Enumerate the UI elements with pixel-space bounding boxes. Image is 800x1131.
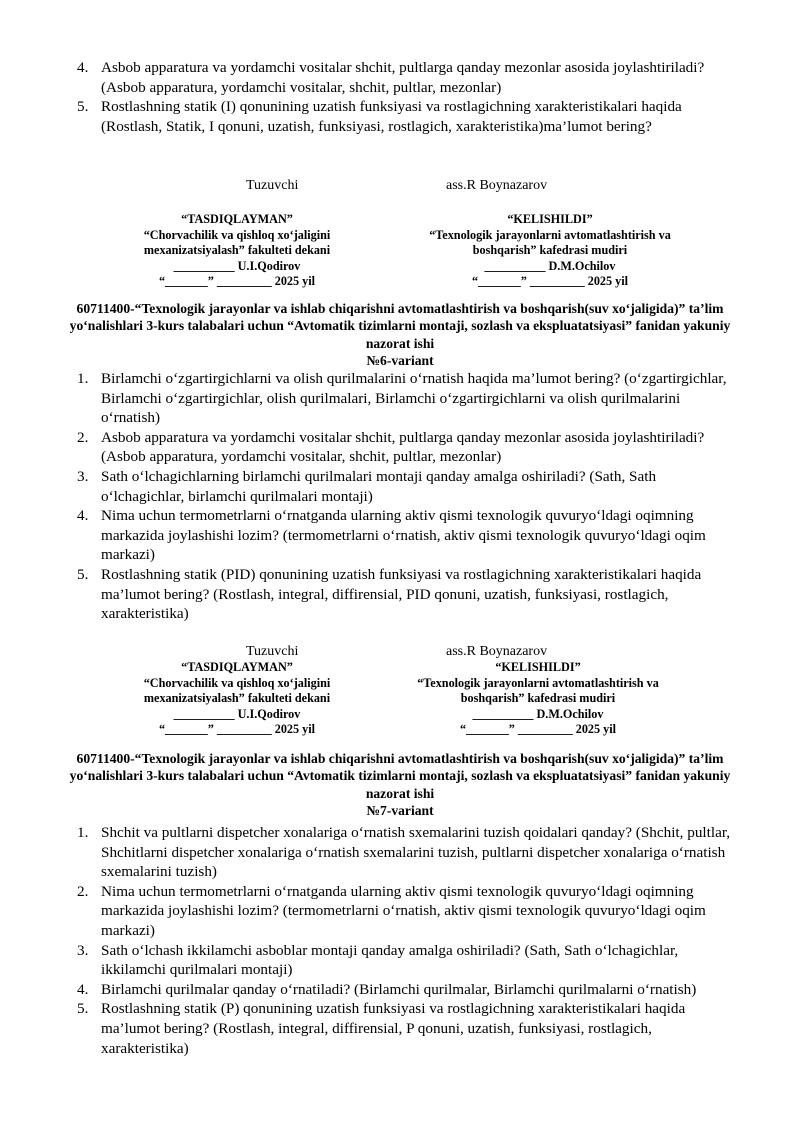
approve-block-left: “TASDIQLAYMAN” “Chorvachilik va qishloq xo‘jaligini mexanizatsiyalash” fakulteti dekani __________ U.I.Qodirov “_______” _________ 2025 yil	[143, 212, 331, 289]
question-item: 4. Nima uchun termometrlarni o‘rnatganda ularning aktiv qismi texnologik quvuryo‘ldagi oqimning markazida joylashishi lozim? (termometrlarni o‘rnatish, aktiv qismi texnologik quvuryo‘ldagi oqim markazi)	[77, 507, 706, 564]
question-item: 4. Asbob apparatura va yordamchi vositalar shchit, pultlarga qanday mezonlar asosida joylashtiriladi? (Asbob apparatura, yordamchi vositalar, shchit, pultlar, mezonlar)	[77, 59, 705, 96]
variant-6-questions	[0, 369, 800, 624]
approve-block-left: “TASDIQLAYMAN” “Chorvachilik va qishloq xo‘jaligini mexanizatsiyalash” fakulteti dekani __________ U.I.Qodirov “_______” _________ 2025 yil	[143, 660, 331, 737]
question-item: 2. Nima uchun termometrlarni o‘rnatganda ularning aktiv qismi texnologik quvuryo‘ldagi oqimning markazida joylashishi lozim? (termometrlarni o‘rnatish, aktiv qismi texnologik quvuryo‘ldagi oqim markazi)	[77, 882, 706, 939]
composer-label: Tuzuvchi	[246, 178, 299, 193]
question-item: 4. Birlamchi qurilmalar qanday o‘rnatiladi? (Birlamchi qurilmalar, Birlamchi qurilmalarni o‘rnatish)	[77, 980, 697, 998]
composer-label: Tuzuvchi	[246, 644, 299, 659]
exam-header: 60711400-“Texnologik jarayonlar va ishlab chiqarishni avtomatlashtirish va boshqarish(suv xo‘jaligida)” ta’lim yo‘nalishlari 3-kurs talabalari uchun “Avtomatik tizimlarni montaji, sozlash va ekspluatatsiyasi” fanidan yakuniy nazorat ishi №7-variant	[60, 750, 740, 820]
variant-title: №6-variant	[366, 353, 434, 369]
question-item: 1. Birlamchi o‘zgartirgichlarni va olish qurilmalarini o‘rnatish haqida ma’lumot bering? (o‘zgartirgichlar, Birlamchi o‘zgartirgichlar, olish qurilmalari, Birlamchi o‘zgartirgichlarni va olish qurilmalarini o‘rnatish)	[77, 370, 727, 427]
question-item: 5. Rostlashning statik (PID) qonunining uzatish funksiyasi va rostlagichning xarakteristikalari haqida ma’lumot bering? (Rostlash, integral, diffirensial, PID qonuni, uzatish, funksiyasi, rostlagich, xarakteristika)	[77, 565, 702, 623]
question-item: 2. Asbob apparatura va yordamchi vositalar shchit, pultlarga qanday mezonlar asosida joylashtiriladi? (Asbob apparatura, yordamchi vositalar, shchit, pultlar, mezonlar)	[77, 428, 705, 466]
top-questions	[0, 58, 800, 136]
question-item: 1. Shchit va pultlarni dispetcher xonalariga o‘rnatish sxemalarini tuzish qoidalari qanday? (Shchit, pultlar, Shchitlarni dispetcher xonalariga o‘rnatish sxemalarini tuzish, pultlarni dispetcher xonalariga o‘rnatish sxemalarini tuzish)	[77, 824, 731, 881]
agree-block-right: “KELISHILDI” “Texnologik jarayonlarni avtomatlashtirish va boshqarish” kafedrasi mudiri __________ D.M.Ochilov “_______” _________ 2025 yil	[429, 212, 671, 289]
question-item: 3. Sath o‘lchash ikkilamchi asboblar montaji qanday amalga oshiriladi? (Sath, Sath o‘lchagichlar, ikkilamchi qurilmalari montaji)	[77, 941, 679, 979]
variant-7-questions	[0, 823, 800, 1058]
composer-name: ass.R Boynazarov	[446, 178, 548, 193]
composer-name: ass.R Boynazarov	[446, 644, 548, 659]
question-item: 3. Sath o‘lchagichlarning birlamchi qurilmalari montaji qanday amalga oshiriladi? (Sath, Sath o‘lchagichlar, birlamchi qurilmalari montaji)	[77, 467, 657, 505]
agree-block-right: “KELISHILDI” “Texnologik jarayonlarni avtomatlashtirish va boshqarish” kafedrasi mudiri __________ D.M.Ochilov “_______” _________ 2025 yil	[417, 660, 659, 737]
question-item: 5. Rostlashning statik (I) qonunining uzatish funksiyasi va rostlagichning xarakteristikalari haqida (Rostlash, Statik, I qonuni, uzatish, funksiyasi, rostlagich, xarakteristika)ma’lumot bering?	[77, 98, 682, 135]
exam-header: 60711400-“Texnologik jarayonlar va ishlab chiqarishni avtomatlashtirish va boshqarish(suv xo‘jaligida)” ta’lim yo‘nalishlari 3-kurs talabalari uchun “Avtomatik tizimlarni montaji, sozlash va ekspluatatsiyasi” fanidan yakuniy nazorat ishi №6-variant	[60, 300, 740, 370]
variant-title: №7-variant	[366, 803, 434, 819]
question-item: 5. Rostlashning statik (P) qonunining uzatish funksiyasi va rostlagichning xarakteristikalari haqida ma’lumot bering? (Rostlash, integral, diffirensial, P qonuni, uzatish, funksiyasi, rostlagich, xarakteristika)	[77, 1000, 686, 1057]
